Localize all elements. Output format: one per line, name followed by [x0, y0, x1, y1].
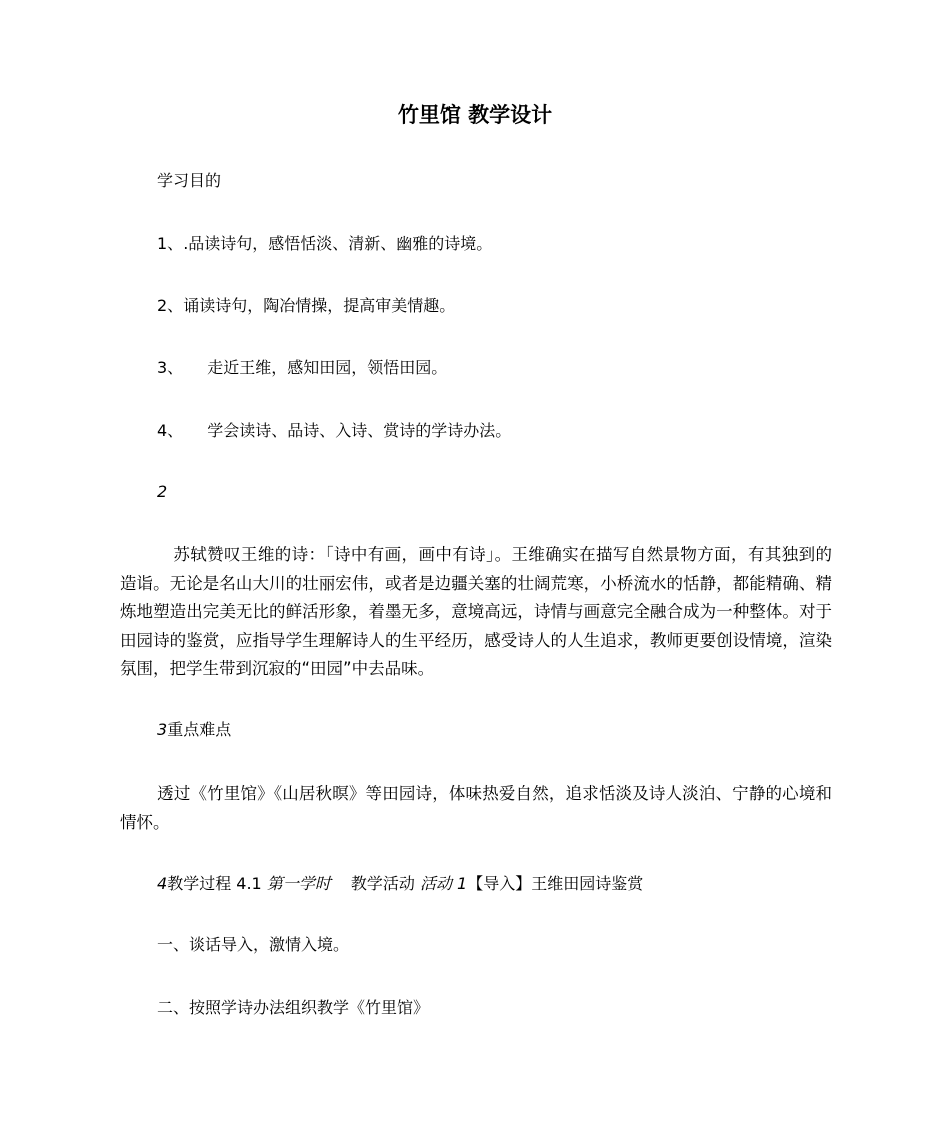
- section-4-label-3: 【导入】王维田园诗鉴赏: [467, 874, 644, 893]
- objective-item-2: [157, 294, 455, 318]
- section-3-number: 3: [157, 720, 168, 739]
- section-3-heading: [157, 718, 231, 742]
- objective-item-4: [157, 419, 511, 443]
- objective-number: 1、: [157, 234, 184, 253]
- section-2-text: 苏轼赞叹王维的诗：「诗中有画，画中有诗」。王维确实在描写自然景物方面，有其独到的造诣。无论是名山大川的壮丽宏伟，或者是边疆关塞的壮阔荒寒，小桥流水的恬静，都能精确、精炼地塑造出完美无比的鲜活形象，着墨无多，意境高远，诗情与画意完全融合成为一种整体。对于田园诗的鉴赏，应指导学生理解诗人的生平经历，感受诗人的人生追求，教师更要创设情境，渲染氛围，把学生带到沉寂的“田园”中去品味。: [120, 545, 832, 679]
- objective-text: 走近王维，感知田园，领悟田园。: [207, 358, 448, 377]
- section-4-number: 4: [157, 874, 168, 893]
- document-title: 竹里馆 教学设计: [397, 103, 553, 127]
- objective-number: 4、: [157, 421, 184, 440]
- objective-text: .品读诗句，感悟恬淡、清新、幽雅的诗境。: [183, 234, 493, 253]
- objective-item-3: [157, 356, 447, 380]
- section-4-italic-2: 活动 1: [419, 874, 468, 893]
- objective-text: 学会读诗、品诗、入诗、赏诗的学诗办法。: [207, 421, 512, 440]
- objective-number: 2、: [157, 296, 184, 315]
- step-2: 二、按照学诗办法组织教学《竹里馆》: [157, 998, 430, 1017]
- section-4-label-2: 教学活动: [350, 874, 415, 893]
- objective-number: 3、: [157, 358, 184, 377]
- objective-text: 诵读诗句，陶冶情操，提高审美情趣。: [183, 296, 456, 315]
- section-4-italic-1: 第一学时: [266, 874, 331, 893]
- section-2-paragraph: [120, 541, 832, 684]
- section-2-number: 2: [157, 482, 168, 501]
- objectives-heading: 学习目的: [157, 171, 222, 190]
- section-4-heading: [157, 872, 643, 896]
- section-3-label: 重点难点: [167, 720, 232, 739]
- section-4-label-1: 教学过程 4.1: [167, 874, 262, 893]
- step-1: 一、谈话导入，激情入境。: [157, 935, 350, 954]
- objective-item-1: [157, 232, 492, 256]
- section-3-text: 透过《竹里馆》《山居秋暝》等田园诗，体味热爱自然，追求恬淡及诗人淡泊、宁静的心境和情怀。: [120, 784, 832, 832]
- section-3-paragraph: [120, 780, 832, 837]
